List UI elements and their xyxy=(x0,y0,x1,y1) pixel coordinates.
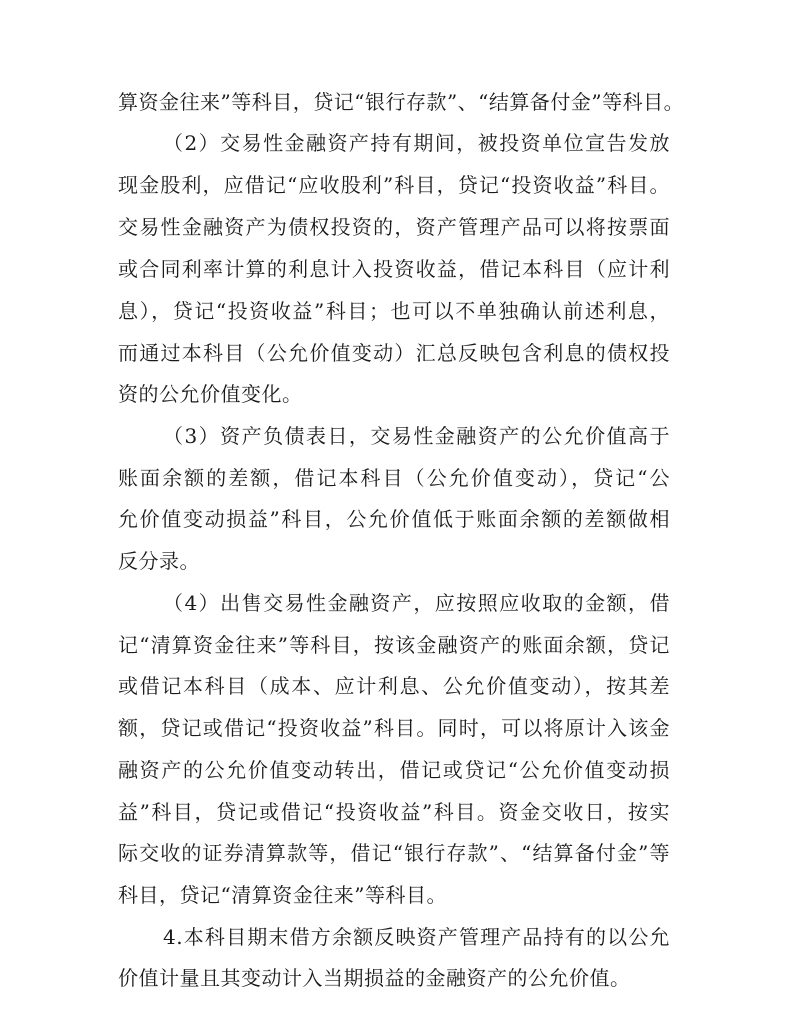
paragraph-line: 而通过本科目（公允价值变动）汇总反映包含利息的债权投 xyxy=(118,341,670,365)
paragraph-line: 额，贷记或借记“投资收益”科目。同时，可以将原计入该金 xyxy=(118,716,670,740)
paragraph-line: 交易性金融资产为债权投资的，资产管理产品可以将按票面 xyxy=(118,215,670,239)
paragraph-line: 益”科目，贷记或借记“投资收益”科目。资金交收日，按实 xyxy=(118,800,670,824)
paragraph-line: 价值计量且其变动计入当期损益的金融资产的公允价值。 xyxy=(118,966,631,990)
paragraph-line: 融资产的公允价值变动转出，借记或贷记“公允价值变动损 xyxy=(118,758,670,782)
paragraph-line: 允价值变动损益”科目，公允价值低于账面余额的差额做相 xyxy=(118,507,670,531)
paragraph-line: 记“清算资金往来”等科目，按该金融资产的账面余额，贷记 xyxy=(118,633,670,657)
paragraph-line: 或借记本科目（成本、应计利息、公允价值变动），按其差 xyxy=(118,674,670,698)
paragraph-line: 算资金往来”等科目，贷记“银行存款”、“结算备付金”等科目。 xyxy=(118,90,685,114)
paragraph-line: 资的公允价值变化。 xyxy=(118,382,303,406)
paragraph-line: 反分录。 xyxy=(118,549,200,573)
paragraph-line: 账面余额的差额，借记本科目（公允价值变动），贷记“公 xyxy=(118,466,670,490)
paragraph-line: 或合同利率计算的利息计入投资收益，借记本科目（应计利 xyxy=(118,257,670,281)
paragraph-line: （2）交易性金融资产持有期间，被投资单位宣告发放 xyxy=(163,131,670,155)
paragraph-line: （3）资产负债表日，交易性金融资产的公允价值高于 xyxy=(163,424,670,448)
paragraph-line: 4.本科目期末借方余额反映资产管理产品持有的以公允 xyxy=(163,925,670,949)
paragraph-line: 际交收的证券清算款等，借记“银行存款”、“结算备付金”等 xyxy=(118,841,670,865)
paragraph-line: 现金股利，应借记“应收股利”科目，贷记“投资收益”科目。 xyxy=(118,173,670,197)
paragraph-line: 息），贷记“投资收益”科目；也可以不单独确认前述利息， xyxy=(118,299,670,323)
paragraph-line: （4）出售交易性金融资产，应按照应收取的金额，借 xyxy=(163,591,670,615)
paragraph-line: 科目，贷记“清算资金往来”等科目。 xyxy=(118,883,447,907)
